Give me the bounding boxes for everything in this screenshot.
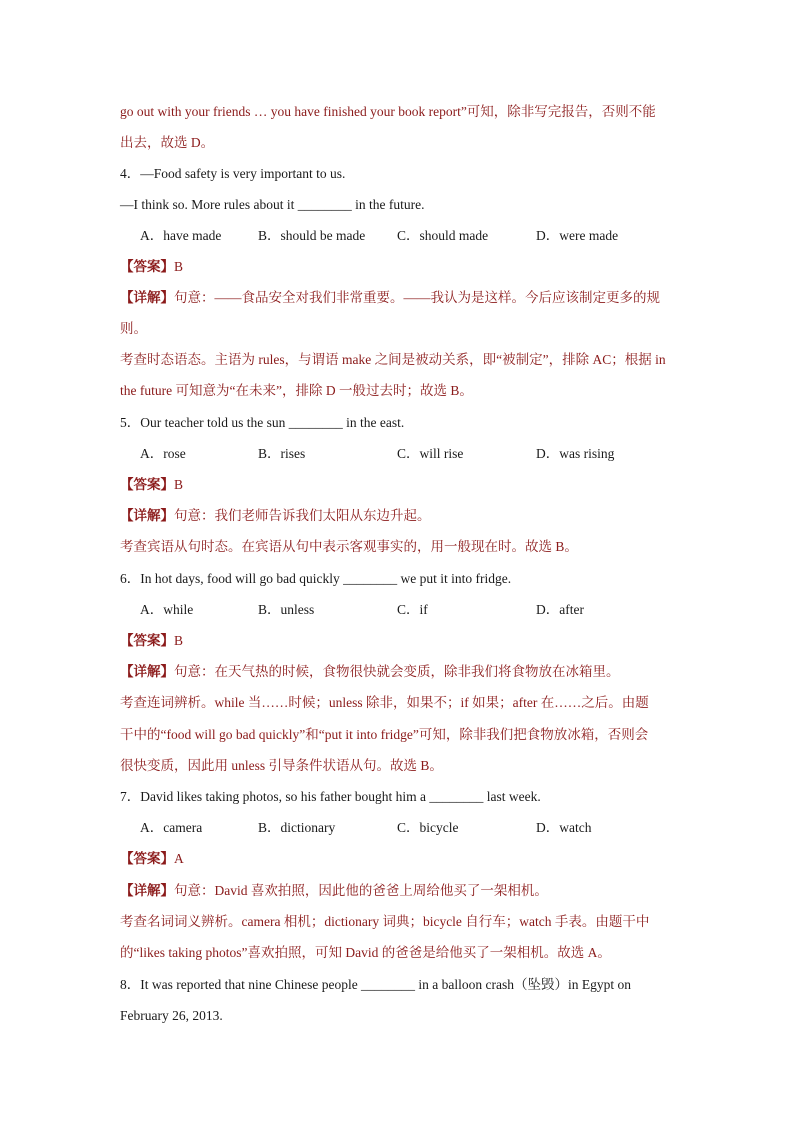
explanation-line: 考查宾语从句时态。在宾语从句中表示客观事实的，用一般现在时。故选 B。 [120, 539, 578, 554]
question-4-explanation [120, 288, 680, 308]
question-4-stem: 4．—Food safety is very important to us. [120, 166, 346, 181]
answer-value: B [174, 477, 184, 492]
explanation-line: 干中的“food will go bad quickly”和“put it into fridge”可知，除非我们把食物放冰箱，否则会 [120, 727, 649, 742]
explanation-line: 考查名词词义辨析。camera 相机；dictionary 词典；bicycle 自行车；watch 手表。由题干中 [120, 914, 650, 929]
explanation-line: go out with your friends … you have finished your book report”可知，除非写完报告，否则不能 [120, 104, 656, 119]
question-5-stem: 5．Our teacher told us the sun ________ in the east. [120, 415, 405, 430]
explanation-line: the future 可知意为“在未来”，排除 D 一般过去时；故选 B。 [120, 383, 473, 398]
question-4-option-c: C．should made [397, 228, 489, 243]
question-4-option-d: D．were made [536, 228, 619, 243]
explanation-line: 的“likes taking photos”喜欢拍照，可知 David 的爸爸是给他买了一架相机。故选 A。 [120, 945, 611, 960]
question-6-option-a: A．while [140, 602, 194, 617]
question-5-answer [120, 475, 680, 495]
question-6-stem: 6．In hot days, food will go bad quickly ________ we put it into fridge. [120, 571, 512, 586]
question-6-answer [120, 631, 680, 651]
answer-value: B [174, 633, 184, 648]
question-6-option-c: C．if [397, 602, 428, 617]
question-7-option-a: A．camera [140, 820, 203, 835]
question-7-stem: 7．David likes taking photos, so his father bought him a ________ last week. [120, 789, 541, 804]
explanation-text: 句意：在天气热的时候，食物很快就会变质，除非我们将食物放在冰箱里。 [174, 664, 620, 679]
question-6-option-d: D．after [536, 602, 584, 617]
question-7-answer [120, 849, 680, 869]
explanation-line: 考查连词辨析。while 当……时候；unless 除非，如果不；if 如果；after 在……之后。由题 [120, 695, 649, 710]
question-5-explanation [120, 506, 680, 526]
explanation-line: 考查时态语态。主语为 rules，与谓语 make 之间是被动关系，即“被制定”，排除 AC；根据 in [120, 352, 666, 367]
explanation-text: 句意：我们老师告诉我们太阳从东边升起。 [174, 508, 431, 523]
explanation-line: 出去，故选 D。 [120, 135, 215, 150]
question-8-stem: 8．It was reported that nine Chinese people ________ in a balloon crash（坠毁）in Egypt on [120, 977, 632, 992]
explanation-label: 【详解】 [120, 508, 174, 523]
question-7-option-d: D．watch [536, 820, 592, 835]
question-5-option-d: D．was rising [536, 446, 615, 461]
answer-value: A [174, 851, 184, 866]
question-6-option-b: B．unless [258, 602, 315, 617]
question-4-answer [120, 257, 680, 277]
answer-value: B [174, 259, 184, 274]
explanation-text: 句意：——食品安全对我们非常重要。——我认为是这样。今后应该制定更多的规 [174, 290, 660, 305]
question-5-option-b: B．rises [258, 446, 306, 461]
question-4-option-a: A．have made [140, 228, 222, 243]
question-4-stem-line-2: —I think so. More rules about it ________ in the future. [120, 197, 425, 212]
answer-label: 【答案】 [120, 633, 174, 648]
answer-label: 【答案】 [120, 259, 174, 274]
explanation-line: 很快变质，因此用 unless 引导条件状语从句。故选 B。 [120, 758, 443, 773]
answer-label: 【答案】 [120, 477, 174, 492]
question-7-option-c: C．bicycle [397, 820, 459, 835]
question-6-explanation [120, 662, 680, 682]
question-4-option-b: B．should be made [258, 228, 366, 243]
question-7-explanation [120, 881, 680, 901]
question-8-stem-line-2: February 26, 2013. [120, 1008, 223, 1023]
question-5-option-a: A．rose [140, 446, 186, 461]
answer-label: 【答案】 [120, 851, 174, 866]
explanation-label: 【详解】 [120, 883, 174, 898]
explanation-label: 【详解】 [120, 290, 174, 305]
explanation-line: 则。 [120, 321, 147, 336]
question-5-option-c: C．will rise [397, 446, 464, 461]
question-7-option-b: B．dictionary [258, 820, 336, 835]
explanation-label: 【详解】 [120, 664, 174, 679]
explanation-text: 句意：David 喜欢拍照，因此他的爸爸上周给他买了一架相机。 [174, 883, 548, 898]
